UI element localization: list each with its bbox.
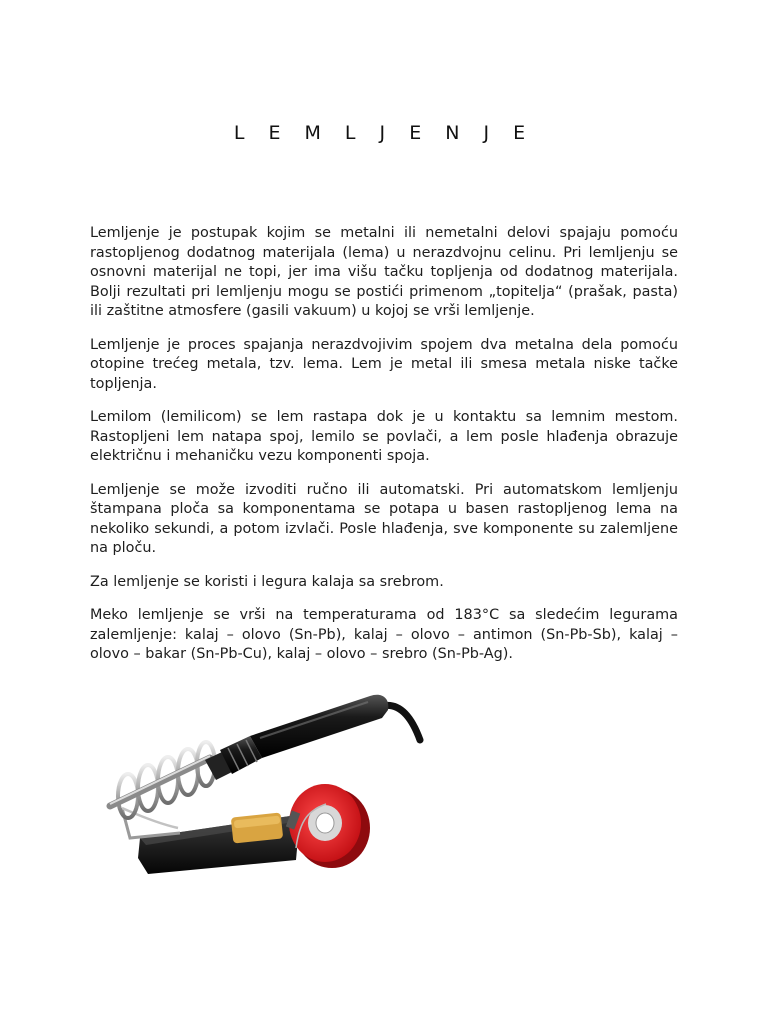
soldering-iron-icon bbox=[100, 688, 430, 888]
paragraph-process: Lemljenje je proces spajanja nerazdvojivim spojem dva metalna dela pomoću otopine trećeg metala, tzv. lema. Lem je metal ili smesa metala niske tačke topljenja. bbox=[90, 336, 678, 392]
page-title: L E M L J E N J E bbox=[233, 122, 535, 144]
handle bbox=[250, 695, 388, 758]
cable bbox=[382, 705, 420, 740]
paragraph-soldering-iron: Lemilom (lemilicom) se lem rastapa dok je u kontaktu sa lemnim mestom. Rastopljeni lem natapa spoj, lemilo se povlači, a lem posle hlađenja obrazuje električnu i mehaničku vezu komponenti spoja. bbox=[90, 409, 678, 464]
document-body bbox=[90, 224, 678, 679]
paragraph-tin-silver-alloy: Za lemljenje se koristi i legura kalaja sa srebrom. bbox=[90, 573, 444, 590]
soldering-iron-image bbox=[100, 688, 430, 888]
paragraph-manual-automatic: Lemljenje se može izvoditi ručno ili automatski. Pri automatskom lemljenju štampana ploča sa komponentama se potapa u basen rastopljenog lema na nekoliko sekundi, a potom izvlači. Posle hlađenja, sve komponente su zalemljene na ploču. bbox=[90, 481, 678, 556]
paragraph-soft-soldering: Meko lemljenje se vrši na temperaturama od 183°C sa sledećim legurama zalemljenje: kalaj – olovo (Sn-Pb), kalaj – olovo – antimon (Sn-Pb-Sb), kalaj – olovo – bakar (Sn-Pb-Cu), kalaj – olovo – srebro (Sn-Pb-Ag). bbox=[90, 607, 678, 662]
paragraph-definition: Lemljenje je postupak kojim se metalni ili nemetalni delovi spajaju pomoću rastopljenog dodatnog materijala (lema) u nerazdvojnu celinu. Pri lemljenju se osnovni materijal ne topi, jer ima višu tačku topljenja od dodatnog materijala. Bolji rezultati pri lemljenju mogu se postići primenom „topitelja“ (prašak, pasta) ili zaštitne atmosfere (gasili vakuum) u kojoj se vrši lemljenje. bbox=[90, 225, 678, 319]
